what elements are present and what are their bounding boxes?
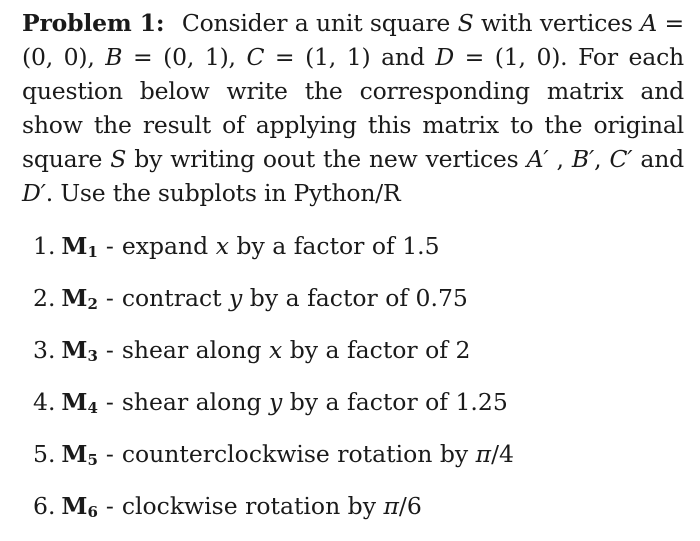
question-number: 2. [33,284,56,312]
separator-dash: - [105,492,114,520]
question-number: 4. [33,388,56,416]
question-list [33,229,684,541]
question-number: 3. [33,336,56,364]
matrix-symbol: M [61,388,88,416]
math-symbol: C [246,43,265,71]
question-description [122,492,422,520]
question-description [122,232,440,260]
math-symbol: A [640,9,658,37]
matrix-subscript: 1 [87,243,98,261]
matrix-name [61,440,97,468]
matrix-subscript: 3 [87,347,98,365]
statement-text: /4 [491,440,514,468]
statement-text: with vertices [473,9,641,37]
question-description [122,440,514,468]
question-number: 5. [33,440,56,468]
question-number: 6. [33,492,56,520]
math-symbol: A′ [526,145,549,173]
statement-text: contract [121,284,230,312]
problem-document [22,6,684,541]
math-symbol: x [268,336,283,364]
statement-text: counterclockwise rotation by [121,440,476,468]
separator-dash: - [105,388,114,416]
question-description [122,388,508,416]
math-symbol: π [383,492,399,520]
math-symbol: D [435,43,454,71]
math-symbol: B′ [571,145,595,173]
statement-text: = (0, 0), [22,9,684,71]
statement-text: expand [121,232,216,260]
matrix-name [61,336,97,364]
separator-dash: - [105,284,114,312]
statement-text: . Use the subplots in Python/R [45,179,401,207]
matrix-symbol: M [61,336,88,364]
question-item [33,333,684,385]
statement-text: shear along [121,336,269,364]
statement-text: , [594,145,610,173]
statement-text: by a factor of 1.25 [282,388,508,416]
question-number: 1. [33,232,56,260]
matrix-name [61,232,97,260]
statement-text: , [548,145,572,173]
math-symbol: C′ [609,145,633,173]
math-symbol: S [110,145,127,173]
matrix-name [61,492,97,520]
statement-text: by a factor of 1.5 [228,232,440,260]
statement-text: by writing oout the new vertices [126,145,527,173]
math-symbol: y [268,388,283,416]
separator-dash: - [105,336,114,364]
statement-text: by a factor of 2 [282,336,471,364]
separator-dash: - [105,232,114,260]
math-symbol: D′ [22,179,46,207]
matrix-symbol: M [61,284,88,312]
question-item [33,229,684,281]
question-item [33,385,684,437]
problem-heading: Problem 1: [22,9,165,37]
statement-text: Consider a unit square [181,9,458,37]
statement-body [22,9,684,207]
matrix-name [61,284,97,312]
statement-text: = (1, 0). For each question below write the corresponding matrix and show the result of applying this matrix to the original square [22,43,684,173]
statement-text: /6 [398,492,422,520]
math-symbol: x [215,232,229,260]
math-symbol: π [475,440,492,468]
question-description [122,336,471,364]
statement-text: by a factor of 0.75 [242,284,468,312]
math-symbol: y [229,284,243,312]
math-symbol: S [457,9,474,37]
question-description [122,284,468,312]
question-item [33,489,684,541]
matrix-subscript: 4 [87,399,98,417]
problem-statement [22,6,684,210]
question-item [33,281,684,333]
separator-dash: - [105,440,114,468]
statement-text: clockwise rotation by [121,492,384,520]
statement-text: = (1, 1) and [264,43,436,71]
statement-text: = (0, 1), [122,43,247,71]
matrix-name [61,388,97,416]
question-item [33,437,684,489]
matrix-symbol: M [61,232,88,260]
statement-text: shear along [121,388,269,416]
math-symbol: B [105,43,123,71]
statement-text: and [632,145,685,173]
matrix-subscript: 6 [87,503,98,521]
matrix-subscript: 2 [87,295,98,313]
matrix-symbol: M [61,440,88,468]
matrix-symbol: M [61,492,88,520]
matrix-subscript: 5 [87,451,98,469]
